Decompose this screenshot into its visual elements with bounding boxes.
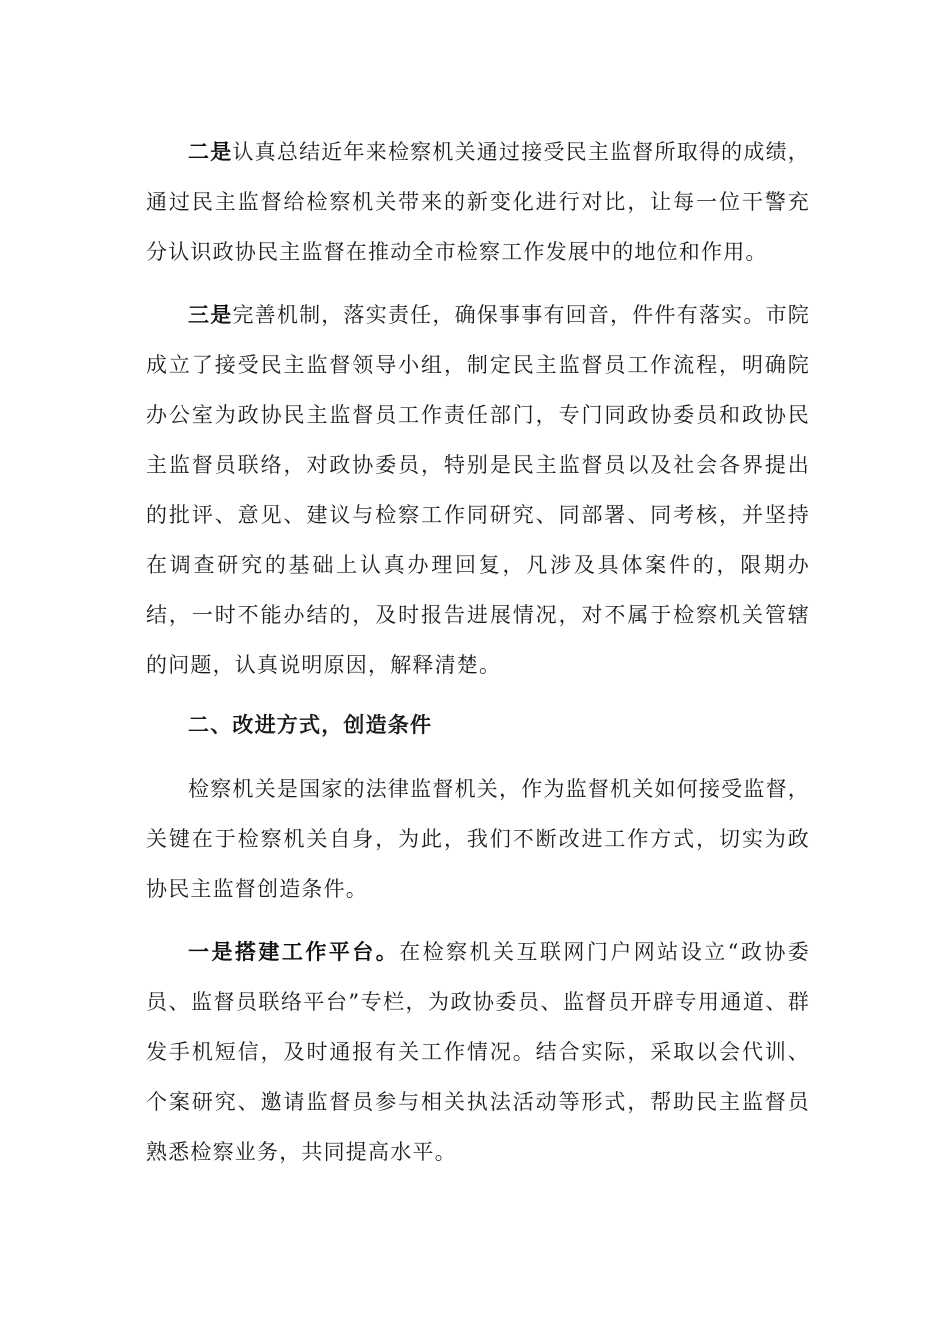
section-intro-paragraph: 检察机关是国家的法律监督机关，作为监督机关如何接受监督，关键在于检察机关自身，为此，我们不断改进工作方式，切实为政协民主监督创造条件。 — [146, 777, 810, 901]
paragraph-body: 认真总结近年来检察机关通过接受民主监督所取得的成绩，通过民主监督给检察机关带来的新变化进行对比，让每一位干警充分认识政协民主监督在推动全市检察工作发展中的地位和作用。 — [146, 140, 810, 264]
paragraph-body: 在检察机关互联网门户网站设立“政协委员、监督员联络平台”专栏，为政协委员、监督员开辟专用通道、群发手机短信，及时通报有关工作情况。结合实际，采取以会代训、个案研究、邀请监督员参与相关执法活动等形式，帮助民主监督员熟悉检察业务，共同提高水平。 — [146, 940, 810, 1164]
section-heading: 二、改进方式，创造条件 — [188, 712, 433, 737]
paragraph-third-point — [146, 290, 810, 690]
paragraph-lead: 三是 — [188, 302, 233, 327]
paragraph-lead: 二是 — [188, 139, 233, 164]
paragraph-item-one — [146, 927, 810, 1177]
paragraph-body: 完善机制，落实责任，确保事事有回音，件件有落实。市院成立了接受民主监督领导小组，制定民主监督员工作流程，明确院办公室为政协民主监督员工作责任部门，专门同政协委员和政协民主监督员联络，对政协委员，特别是民主监督员以及社会各界提出的批评、意见、建议与检察工作同研究、同部署、同考核，并坚持在调查研究的基础上认真办理回复，凡涉及具体案件的，限期办结，一时不能办结的，及时报告进展情况，对不属于检察机关管辖的问题，认真说明原因，解释清楚。 — [146, 303, 810, 677]
paragraph-second-point — [146, 127, 810, 277]
paragraph-lead: 一是搭建工作平台。 — [188, 939, 400, 964]
